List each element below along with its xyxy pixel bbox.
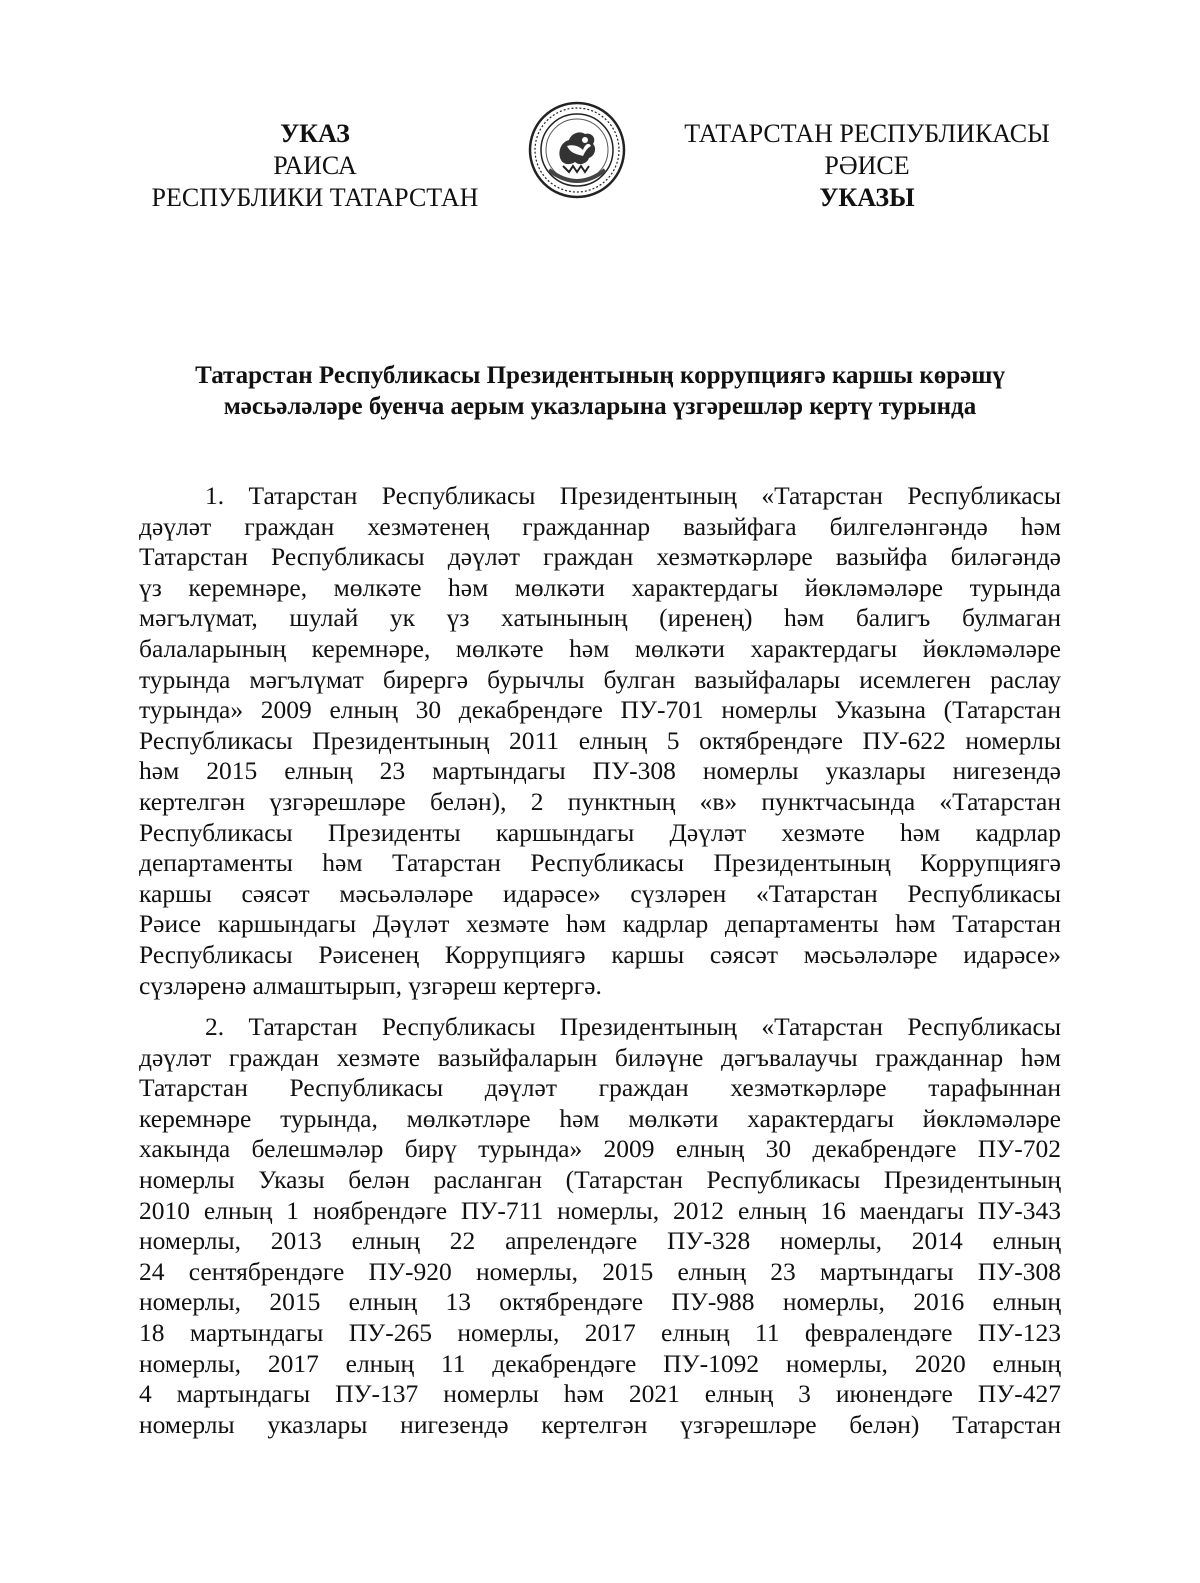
paragraph-line: керемнәре турында, мөлкәтләре һәм мөлкәти характердагы йөкләмәләре (139, 1103, 1061, 1133)
paragraph-line: номерлы Указы белән расланган (Татарстан Республикасы Президентының (139, 1164, 1061, 1194)
header-russian (140, 118, 490, 214)
paragraph-line: Рәисе каршындагы Дәүләт хезмәте һәм кадрлар департаменты һәм Татарстан (139, 909, 1061, 939)
header-russian-line: РЕСПУБЛИКИ ТАТАРСТАН (151, 183, 479, 212)
paragraph-line: номерлы, 2015 елның 13 октябрендәге ПУ-988 номерлы, 2016 елның (139, 1287, 1061, 1317)
paragraph-line: сүзләренә алмаштырып, үзгәреш кертергә. (139, 970, 602, 1000)
paragraph-line: 4 мартындагы ПУ-137 номерлы һәм 2021 елның 3 июнендәге ПУ-427 (139, 1379, 1061, 1409)
paragraph-line: 24 сентябрендәге ПУ-920 номерлы, 2015 елның 23 мартындагы ПУ-308 (139, 1256, 1061, 1286)
header-tatar-line: РӘИСЕ (824, 151, 910, 180)
paragraph-line: номерлы указлары нигезендә кертелгән үзгәрешләре белән) Татарстан (139, 1409, 1061, 1439)
paragraph-line: 2. Татарстан Республикасы Президентының «Татарстан Республикасы (205, 1012, 1061, 1041)
paragraph-line: үз керемнәре, мөлкәте һәм мөлкәти характердагы йөкләмәләре турында (139, 572, 1061, 602)
header-tatar (672, 118, 1062, 214)
paragraph-line: турында мәгълүмат бирергә бурычлы булган вазыйфалары исемлеген раслау (139, 664, 1061, 694)
paragraph-line: һәм 2015 елның 23 мартындагы ПУ-308 номерлы указлары нигезендә (139, 756, 1061, 786)
decree-title-line: Татарстан Республикасы Президентының коррупциягә каршы көрәшү (195, 362, 1005, 389)
paragraph-line: 2010 елның 1 ноябрендәге ПУ-711 номерлы, 2012 елның 16 маендагы ПУ-343 (139, 1195, 1061, 1225)
header-tatar-line: УКАЗЫ (819, 183, 915, 212)
paragraph-line: 18 мартындагы ПУ-265 номерлы, 2017 елның 11 февралендәге ПУ-123 (139, 1317, 1061, 1347)
paragraph-line: кертелгән үзгәрешләре белән), 2 пунктның «в» пунктчасында «Татарстан (139, 786, 1061, 816)
header-tatar-line: ТАТАРСТАН РЕСПУБЛИКАСЫ (684, 119, 1050, 148)
paragraph-line: Республикасы Президентының 2011 елның 5 октябрендәге ПУ-622 номерлы (139, 725, 1061, 755)
paragraph-line: номерлы, 2017 елның 11 декабрендәге ПУ-1092 номерлы, 2020 елның (139, 1348, 1061, 1378)
paragraph-line: Татарстан Республикасы дәүләт граждан хезмәткәрләре вазыйфа биләгәндә (139, 542, 1061, 572)
paragraph-line: 1. Татарстан Республикасы Президентының «Татарстан Республикасы (205, 481, 1061, 510)
paragraph-line: номерлы, 2013 елның 22 апрелендәге ПУ-328 номерлы, 2014 елның (139, 1226, 1061, 1256)
decree-title (120, 360, 1080, 422)
paragraph-line: хакында белешмәләр бирү турында» 2009 елның 30 декабрендәге ПУ-702 (139, 1134, 1061, 1164)
paragraph-line: балаларының керемнәре, мөлкәте һәм мөлкәти характердагы йөкләмәләре (139, 633, 1061, 663)
header-russian-line: РАИСА (273, 151, 357, 180)
paragraph-line: Республикасы Президенты каршындагы Дәүләт хезмәте һәм кадрлар (139, 817, 1061, 847)
paragraph-1 (139, 481, 1061, 1001)
paragraph-line: дәүләт граждан хезмәте вазыйфаларын биләүне дәгъвалаучы гражданнар һәм (139, 1042, 1061, 1072)
paragraph-line: департаменты һәм Татарстан Республикасы Президентының Коррупциягә (139, 848, 1061, 878)
paragraph-line: турында» 2009 елның 30 декабрендәге ПУ-701 номерлы Указына (Татарстан (139, 695, 1061, 725)
paragraph-line: дәүләт граждан хезмәтенең гражданнар вазыйфага билгеләнгәндә һәм (139, 511, 1061, 541)
paragraph-line: Республикасы Рәисенең Коррупциягә каршы сәясәт мәсьәләләре идарәсе» (139, 939, 1061, 969)
paragraph-line: каршы сәясәт мәсьәләләре идарәсе» сүзләрен «Татарстан Республикасы (139, 878, 1061, 908)
paragraph-line: мәгълүмат, шулай ук үз хатынының (иренең) һәм балигъ булмаган (139, 603, 1061, 633)
paragraph-line: Татарстан Республикасы дәүләт граждан хезмәткәрләре тарафыннан (139, 1073, 1061, 1103)
decree-title-line: мәсьәләләре буенча аерым указларына үзгәрешләр кертү турында (223, 393, 977, 420)
tatarstan-coat-of-arms-icon (527, 100, 627, 200)
paragraph-2 (139, 1012, 1061, 1440)
header-russian-line: УКАЗ (280, 119, 350, 148)
